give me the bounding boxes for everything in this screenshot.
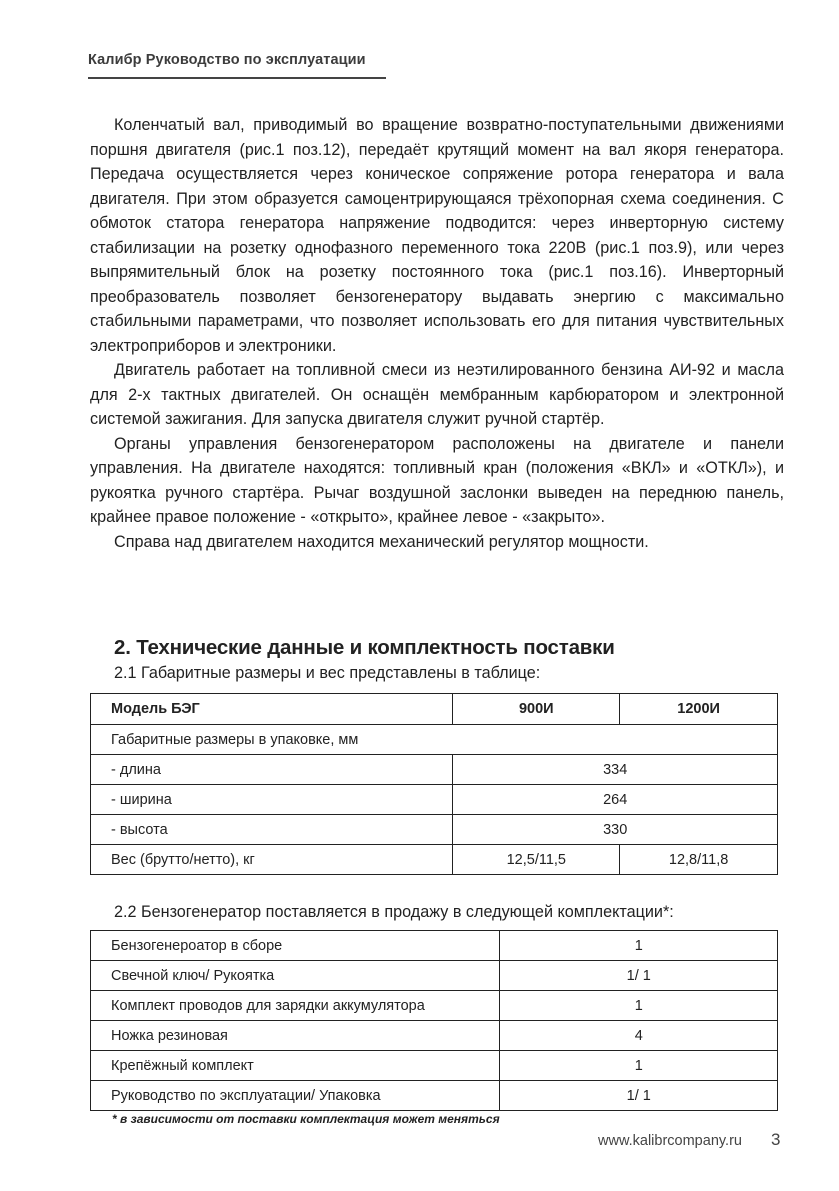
dimensions-table bbox=[90, 693, 778, 875]
header-cell-900i: 900И bbox=[453, 694, 620, 725]
weight-900i: 12,5/11,5 bbox=[453, 845, 620, 875]
subsection-2-1: 2.1 Габаритные размеры и вес представлены в таблице: bbox=[114, 664, 541, 682]
header-cell-model: Модель БЭГ bbox=[91, 694, 453, 725]
weight-1200i: 12,8/11,8 bbox=[620, 845, 778, 875]
page-number: 3 bbox=[771, 1130, 781, 1149]
table-header-row bbox=[91, 694, 778, 725]
item-qty: 1 bbox=[500, 991, 778, 1021]
row-label: - ширина bbox=[91, 785, 453, 815]
table-row bbox=[91, 755, 778, 785]
row-value: 264 bbox=[453, 785, 778, 815]
paragraph-engine-fuel: Двигатель работает на топливной смеси из неэтилированного бензина АИ-92 и масла для 2-х тактных двигателей. Он оснащён мембранным карбюратором и электронной системой зажигания. Для запуска двигателя служит ручной стартёр. bbox=[90, 361, 784, 428]
item-qty: 4 bbox=[500, 1021, 778, 1051]
item-name: Бензогенероатор в сборе bbox=[91, 931, 500, 961]
subsection-2-2: 2.2 Бензогенератор поставляется в продажу в следующей комплектации*: bbox=[114, 903, 674, 921]
row-value: 330 bbox=[453, 815, 778, 845]
item-qty: 1 bbox=[500, 931, 778, 961]
item-name: Ножка резиновая bbox=[91, 1021, 500, 1051]
row-value: 334 bbox=[453, 755, 778, 785]
item-name: Руководство по эксплуатации/ Упаковка bbox=[91, 1081, 500, 1111]
item-qty: 1/ 1 bbox=[500, 961, 778, 991]
table-row bbox=[91, 1051, 778, 1081]
table-row bbox=[91, 1081, 778, 1111]
footer-website-link[interactable]: www.kalibrcompany.ru bbox=[598, 1133, 742, 1149]
paragraph-power-regulator: Справа над двигателем находится механический регулятор мощности. bbox=[114, 532, 649, 551]
item-name: Крепёжный комплект bbox=[91, 1051, 500, 1081]
table-row bbox=[91, 785, 778, 815]
section-title: 2. Технические данные и комплектность поставки bbox=[114, 636, 615, 659]
table-row bbox=[91, 991, 778, 1021]
body-text bbox=[90, 113, 784, 554]
running-header bbox=[88, 52, 386, 79]
table-row bbox=[91, 961, 778, 991]
header-title: Калибр Руководство по эксплуатации bbox=[88, 52, 366, 68]
paragraph-crankshaft: Коленчатый вал, приводимый во вращение возвратно-поступательными движениями поршня двигателя (рис.1 поз.12), передаёт крутящий момент на вал якоря генератора. Передача осуществляется через коническое сопряжение ротора генератора и вала двигателя. При этом образуется самоцентрирующаяся трёхопорная схема соединения. С обмоток статора генератора напряжение подводится: через инверторную систему стабилизации на розетку однофазного переменного тока 220В (рис.1 поз.9), или через выпрямительный блок на розетку постоянного тока (рис.1 поз.16). Инверторный преобразователь позволяет бензогенератору выдавать энергию с максимально стабильными параметрами, что позволяет использовать его для питания чувствительных электроприборов и электроники. bbox=[90, 116, 784, 355]
group-label: Габаритные размеры в упаковке, мм bbox=[91, 725, 778, 755]
table-row bbox=[91, 725, 778, 755]
footnote: * в зависимости от поставки комплектация может меняться bbox=[112, 1112, 500, 1126]
item-name: Свечной ключ/ Рукоятка bbox=[91, 961, 500, 991]
item-name: Комплект проводов для зарядки аккумулятора bbox=[91, 991, 500, 1021]
row-label: Вес (брутто/нетто), кг bbox=[91, 845, 453, 875]
table-row bbox=[91, 931, 778, 961]
item-qty: 1/ 1 bbox=[500, 1081, 778, 1111]
header-divider bbox=[88, 77, 386, 79]
package-contents-table bbox=[90, 930, 778, 1111]
row-label: - высота bbox=[91, 815, 453, 845]
table-row bbox=[91, 815, 778, 845]
item-qty: 1 bbox=[500, 1051, 778, 1081]
header-cell-1200i: 1200И bbox=[620, 694, 778, 725]
table-row bbox=[91, 845, 778, 875]
paragraph-controls: Органы управления бензогенератором расположены на двигателе и панели управления. На двигателе находятся: топливный кран (положения «ВКЛ» и «ОТКЛ»), и рукоятка ручного стартёра. Рычаг воздушной заслонки выведен на переднюю панель, крайнее правое положение - «открыто», крайнее левое - «закрыто». bbox=[90, 434, 784, 526]
table-row bbox=[91, 1021, 778, 1051]
row-label: - длина bbox=[91, 755, 453, 785]
